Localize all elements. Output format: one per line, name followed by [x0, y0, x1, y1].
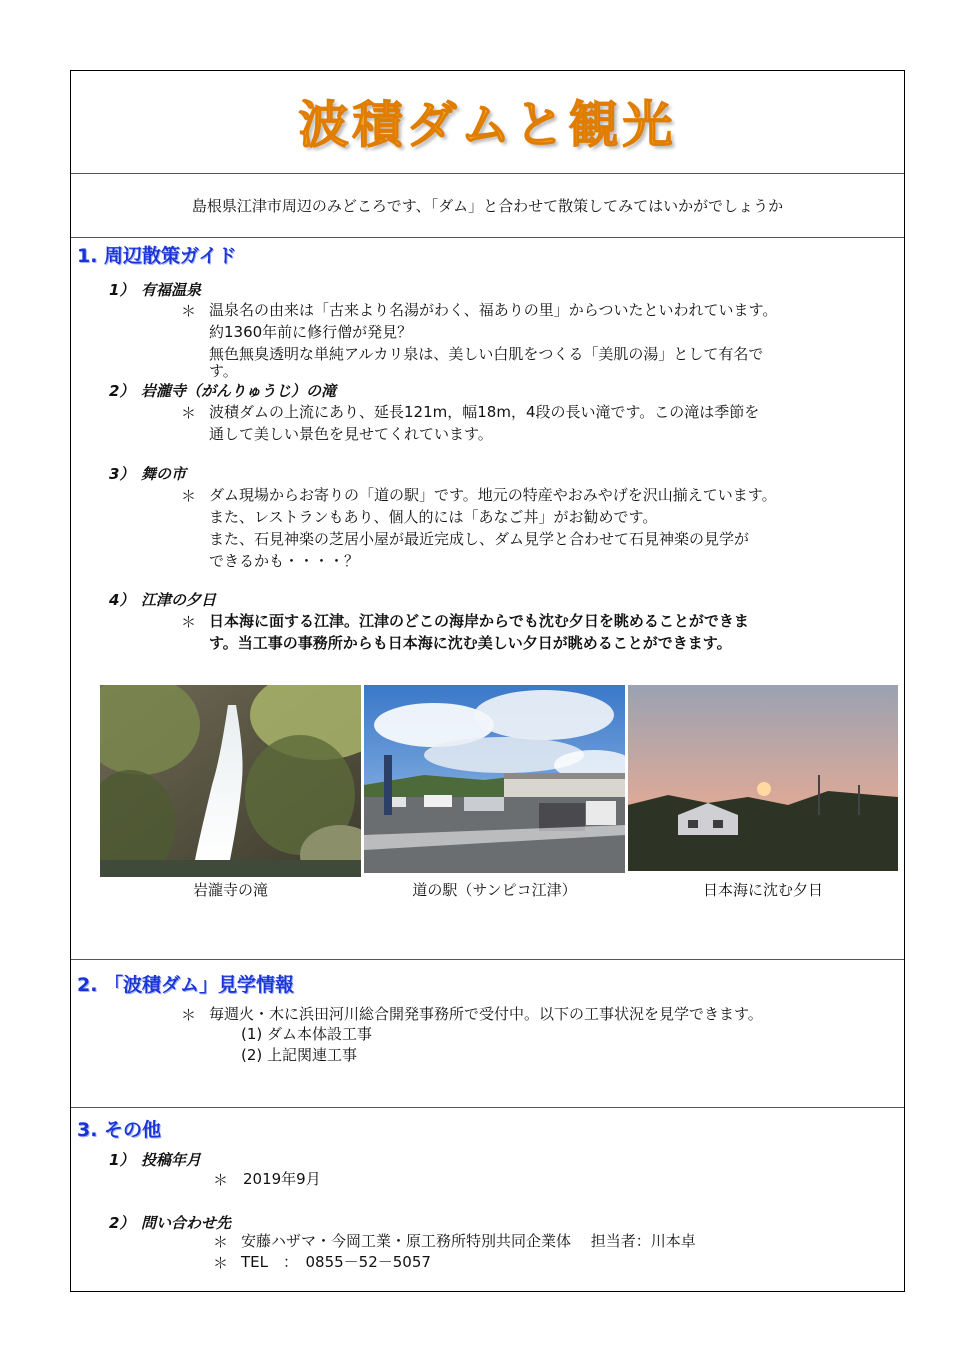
- body-line: 約1360年前に修行僧が発見？: [209, 323, 413, 341]
- item-heading: [109, 463, 186, 484]
- section3-heading: 3. その他: [77, 1119, 162, 1141]
- body-line: TEL ： 0855－52－5057: [241, 1253, 431, 1271]
- item-heading: [109, 279, 201, 300]
- body-line: 通して美しい景色を見せてくれています。: [209, 425, 493, 443]
- asterisk-icon: ＊: [213, 1233, 229, 1251]
- body-line: 2019年9月: [243, 1170, 321, 1188]
- body-line: (1) ダム本体設工事: [241, 1025, 373, 1043]
- asterisk-icon: ＊: [181, 404, 197, 422]
- waterfall-photo: [100, 685, 361, 877]
- roadside-station-photo: [364, 685, 625, 873]
- item-number: 1）: [109, 281, 135, 299]
- body-line: す。: [209, 362, 238, 380]
- item-number: 2）: [109, 1214, 135, 1232]
- item-number: 3）: [109, 465, 135, 483]
- item-number: 2）: [109, 382, 135, 400]
- body-line: ダム現場からお寄りの「道の駅」です。地元の特産やおみやげを沢山揃えています。: [209, 486, 777, 504]
- section-divider: [71, 959, 904, 960]
- body-line: できるかも・・・・？: [209, 552, 360, 570]
- body-line: 波積ダムの上流にあり、延長121m，幅18m，4段の長い滝です。この滝は季節を: [209, 403, 760, 421]
- lead-text: 島根県江津市周辺のみどころです、「ダム」と合わせて散策してみてはいかがでしょうか: [191, 197, 784, 215]
- item-heading: [109, 380, 336, 401]
- photo-caption: 日本海に沈む夕日: [702, 881, 823, 899]
- item-heading: [109, 1149, 201, 1170]
- lead-box: [71, 173, 904, 238]
- sunset-photo: [628, 685, 898, 871]
- section1-heading: 1. 周辺散策ガイド: [77, 245, 237, 267]
- item-title: 問い合わせ先: [141, 1214, 232, 1232]
- asterisk-icon: ＊: [181, 1006, 197, 1024]
- body-line: また、レストランもあり、個人的には「あなご丼」がお勧めです。: [209, 508, 658, 526]
- photo-caption: 岩瀧寺の滝: [192, 881, 268, 899]
- asterisk-icon: ＊: [181, 487, 197, 505]
- item-heading: [109, 589, 216, 610]
- item-title: 岩瀧寺（がんりゅうじ）の滝: [141, 382, 337, 400]
- body-line: (2) 上記関連工事: [241, 1046, 358, 1064]
- item-title: 江津の夕日: [141, 591, 217, 609]
- asterisk-icon: ＊: [213, 1171, 229, 1189]
- photo-caption: 道の駅（サンピコ江津）: [412, 881, 577, 899]
- body-line: また、石見神楽の芝居小屋が最近完成し、ダム見学と合わせて石見神楽の見学が: [209, 530, 750, 548]
- section2-heading: 2. 「波積ダム」見学情報: [77, 974, 295, 996]
- section-divider: [71, 1107, 904, 1108]
- asterisk-icon: ＊: [181, 302, 197, 320]
- body-line: 温泉名の由来は「古来より名湯がわく、福ありの里」からついたといわれています。: [209, 301, 778, 319]
- title-box: [71, 71, 904, 174]
- body-line: 日本海に面する江津。江津のどこの海岸からでも沈む夕日を眺めることができま: [209, 612, 749, 630]
- page-frame: [70, 70, 905, 1292]
- page-title: 波積ダムと観光: [298, 96, 677, 154]
- item-title: 有福温泉: [141, 281, 202, 299]
- body-line: 毎週火・木に浜田河川総合開発事務所で受付中。以下の工事状況を見学できます。: [209, 1005, 763, 1023]
- asterisk-icon: ＊: [213, 1254, 229, 1272]
- item-title: 投稿年月: [141, 1151, 202, 1169]
- item-number: 4）: [109, 591, 135, 609]
- item-number: 1）: [109, 1151, 135, 1169]
- body-line: 安藤ハザマ・今岡工業・原工務所特別共同企業体 担当者：川本卓: [241, 1232, 696, 1250]
- asterisk-icon: ＊: [181, 613, 197, 631]
- item-heading: [109, 1212, 231, 1233]
- body-line: す。当工事の事務所からも日本海に沈む美しい夕日が眺めることができます。: [209, 634, 732, 652]
- body-line: 無色無臭透明な単純アルカリ泉は、美しい白肌をつくる「美肌の湯」として有名で: [209, 345, 764, 363]
- item-title: 舞の市: [141, 465, 187, 483]
